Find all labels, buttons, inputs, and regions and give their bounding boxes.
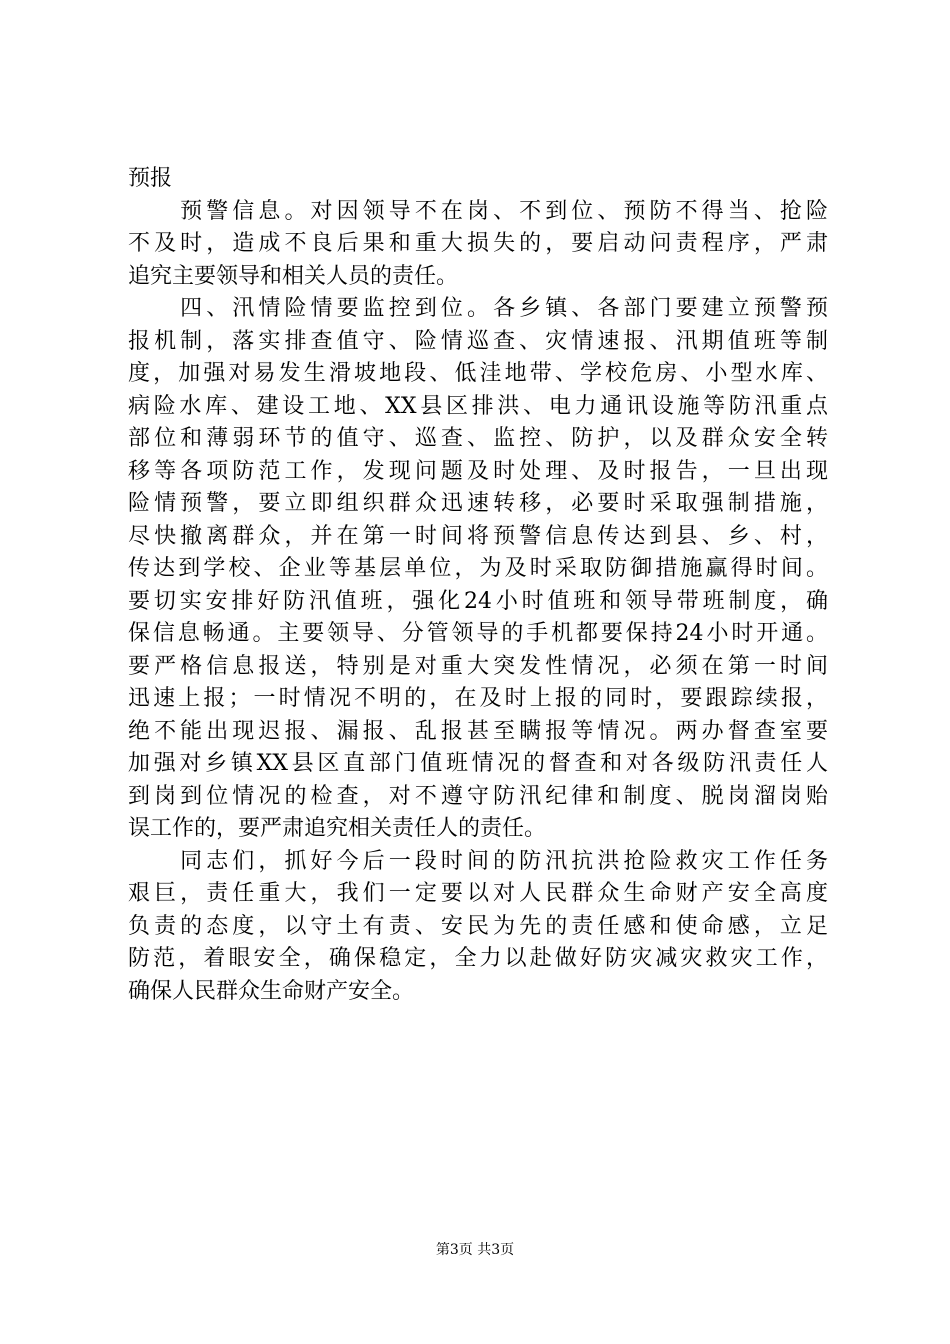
text-line: 病险水库、建设工地、XX县区排洪、电力通讯设施等防汛重点 xyxy=(128,393,828,419)
text-line: 到岗到位情况的检查，对不遵守防汛纪律和制度、脱岗溜岗贻 xyxy=(128,783,828,809)
text-line: 尽快撤离群众，并在第一时间将预警信息传达到县、乡、村， xyxy=(128,523,828,549)
text-line: 追究主要领导和相关人员的责任。 xyxy=(128,263,459,289)
text-line: 保信息畅通。主要领导、分管领导的手机都要保持24小时开通。 xyxy=(128,621,828,646)
text-line: 预警信息。对因领导不在岗、不到位、预防不得当、抢险 xyxy=(128,198,828,224)
text-line: 迅速上报；一时情况不明的，在及时上报的同时，要跟踪续报， xyxy=(128,686,828,711)
text-line: 预报 xyxy=(128,166,173,191)
page-footer: 第3页 共3页 xyxy=(435,1242,515,1258)
text-line: 确保人民群众生命财产安全。 xyxy=(128,978,415,1004)
text-line: 要严格信息报送，特别是对重大突发性情况，必须在第一时间 xyxy=(128,653,828,679)
text-line: 报机制，落实排查值守、险情巡查、灾情速报、汛期值班等制 xyxy=(128,328,828,354)
text-line: 险情预警，要立即组织群众迅速转移，必要时采取强制措施， xyxy=(128,491,828,516)
text-line: 部位和薄弱环节的值守、巡查、监控、防护，以及群众安全转 xyxy=(128,426,828,451)
text-line: 误工作的，要严肃追究相关责任人的责任。 xyxy=(128,816,547,841)
text-line: 防范，着眼安全，确保稳定，全力以赴做好防灾减灾救灾工作， xyxy=(128,946,828,971)
text-line: 移等各项防范工作，发现问题及时处理、及时报告，一旦出现 xyxy=(128,458,828,484)
document-body xyxy=(128,163,828,1008)
text-line: 传达到学校、企业等基层单位，为及时采取防御措施赢得时间。 xyxy=(128,556,828,581)
text-line: 同志们，抓好今后一段时间的防汛抗洪抢险救灾工作任务 xyxy=(128,848,828,874)
text-line: 艰巨，责任重大，我们一定要以对人民群众生命财产安全高度 xyxy=(128,881,828,906)
text-line: 不及时，造成不良后果和重大损失的，要启动问责程序，严肃 xyxy=(128,231,828,256)
text-line: 四、汛情险情要监控到位。各乡镇、各部门要建立预警预 xyxy=(128,296,828,321)
text-line: 度，加强对易发生滑坡地段、低洼地带、学校危房、小型水库、 xyxy=(128,361,828,386)
text-line: 要切实安排好防汛值班，强化24小时值班和领导带班制度，确 xyxy=(128,588,828,614)
text-line: 加强对乡镇XX县区直部门值班情况的督查和对各级防汛责任人 xyxy=(128,751,828,776)
text-line: 负责的态度，以守土有责、安民为先的责任感和使命感，立足 xyxy=(128,913,828,939)
text-line: 绝不能出现迟报、漏报、乱报甚至瞒报等情况。两办督查室要 xyxy=(128,718,828,744)
